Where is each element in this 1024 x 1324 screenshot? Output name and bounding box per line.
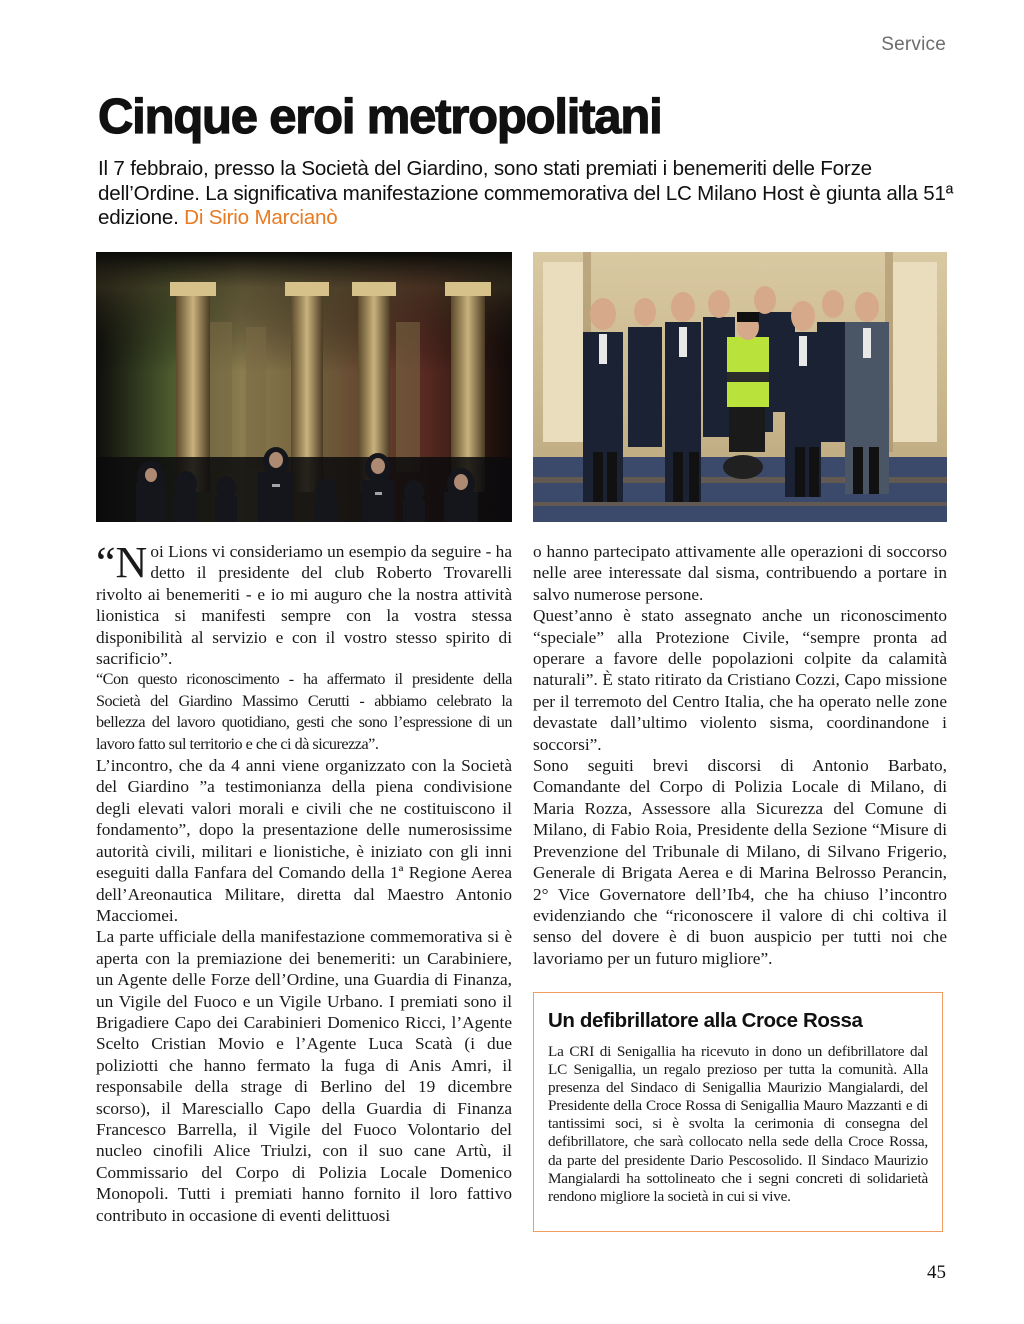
paragraph: “Con questo riconoscimento - ha affermato il presidente della Società del Giardino Massimo Cerutti - abbiamo celebrato la bellezza del lavoro quotidiano, gesti che sono l’espressione di un lavoro fatto sul territorio e che ci dà sicurezza”. [96, 670, 512, 753]
article-headline: Cinque eroi metropolitani [98, 90, 662, 144]
photo-band-ceremony [96, 252, 512, 522]
article-standfirst [98, 157, 958, 231]
paragraph: L’incontro, che da 4 anni viene organizzato con la Società del Giardino ”a testimonianza della piena condivisione degli elevati valori morali e civili che ne costituiscono il fondamento”, dopo la presentazione delle numerosissime autorità civili, militari e lionistiche, è iniziato con gli inni eseguiti dalla Fanfara del Comando della 1ª Regione Aerea dell’Areonautica Militare, diretta dal Maestro Antonio Macciomei. [96, 756, 512, 925]
article-column-right [533, 541, 947, 969]
paragraph-text: oi Lions vi consideriamo un esempio da seguire - ha detto il presidente del club Roberto Trovarelli rivolto ai benemeriti - e io mi auguro che la nostra attività lionistica si manifesti sempre con la vostra stessa disponibilità al servizio e con il vostro stesso spirito di sacrificio”. [96, 542, 512, 669]
boxout-title: Un defibrillatore alla Croce Rossa [548, 1009, 863, 1032]
photo-award-group [533, 252, 947, 522]
paragraph: o hanno partecipato attivamente alle operazioni di soccorso nelle aree interessate dal sisma, contribuendo a portare in salvo numerose persone. [533, 542, 947, 604]
paragraph: Sono seguiti brevi discorsi di Antonio Barbato, Comandante del Corpo di Polizia Locale di Milano, di Maria Rozza, Assessore alla Sicurezza del Comune di Milano, di Fabio Roia, Presidente della Sezione “Misure di Prevenzione del Tribunale di Milano, di Silvano Frigerio, Generale di Brigata Aerea e di Marina Belrosso Perancin, 2° Vice Governatore dell’Ib4, che ha chiuso l’incontro evidenziando che “riconoscere il valore di chi coltiva il senso del dovere è di buon auspicio per tutti noi che lavoriamo per un futuro migliore”. [533, 756, 947, 968]
drop-cap: “N [96, 538, 148, 587]
standfirst-text: Il 7 febbraio, presso la Società del Giardino, sono stati premiati i benemeriti delle Forze dell’Ordine. La significativa manifestazione commemorativa del LC Milano Host è giunta alla 51ª edizione. [98, 157, 954, 229]
paragraph: La parte ufficiale della manifestazione commemorativa si è aperta con la premiazione dei benemeriti: un Carabiniere, un Agente delle Forze dell’Ordine, una Guardia di Finanza, un Vigile del Fuoco e un Vigile Urbano. I premiati sono il Brigadiere Capo dei Carabinieri Domenico Ricci, l’Agente Scelto Cristian Movio e l’Agente Luca Scatà (i due poliziotti che hanno fermato la fuga di Anis Amri, il responsabile della strage di Berlino del 19 dicembre scorso), il Maresciallo Capo della Guardia di Finanza Francesco Barrella, il Vigile del Fuoco Volontario del nucleo cinofili Alice Triulzi, con il suo cane Artù, il Commissario del Corpo di Polizia Locale Domenico Monopoli. Tutti i premiati hanno fornito il loro fattivo contributo in occasione di eventi delittuosi [96, 927, 512, 1225]
page-number: 45 [927, 1262, 946, 1283]
sidebar-boxout [533, 992, 943, 1232]
article-column-left [96, 538, 512, 1226]
paragraph: Quest’anno è stato assegnato anche un riconoscimento “speciale” alla Protezione Civile, “sempre pronta ad operare a favore delle popolazioni colpite da calamità naturali”. È stato ritirato da Cristiano Cozzi, Capo missione per il terremoto del Centro Italia, che ha operato nelle zone devastate dall’ultimo violento sisma, coordinandone i soccorsi”. [533, 606, 947, 754]
author-byline: Di Sirio Marcianò [184, 206, 338, 229]
boxout-text: La CRI di Senigallia ha ricevuto in dono un defibrillatore dal LC Senigallia, un regalo prezioso per tutta la comunità. Alla presenza del Sindaco di Senigallia Maurizio Mangialardi, del Presidente della Croce Rossa di Senigallia Mauro Mazzanti e di tantissimi soci, si è svolta la cerimonia di consegna del defibrillatore, che sarà collocato nella sede della Croce Rossa, da parte del presidente Dario Pescosolido. Il Sindaco Maurizio Mangialardi ha sottolineato che i segni concreti di solidarietà rendono migliore la società in cui si vive. [548, 1043, 928, 1205]
paragraph [96, 538, 512, 669]
section-label: Service [881, 34, 946, 55]
